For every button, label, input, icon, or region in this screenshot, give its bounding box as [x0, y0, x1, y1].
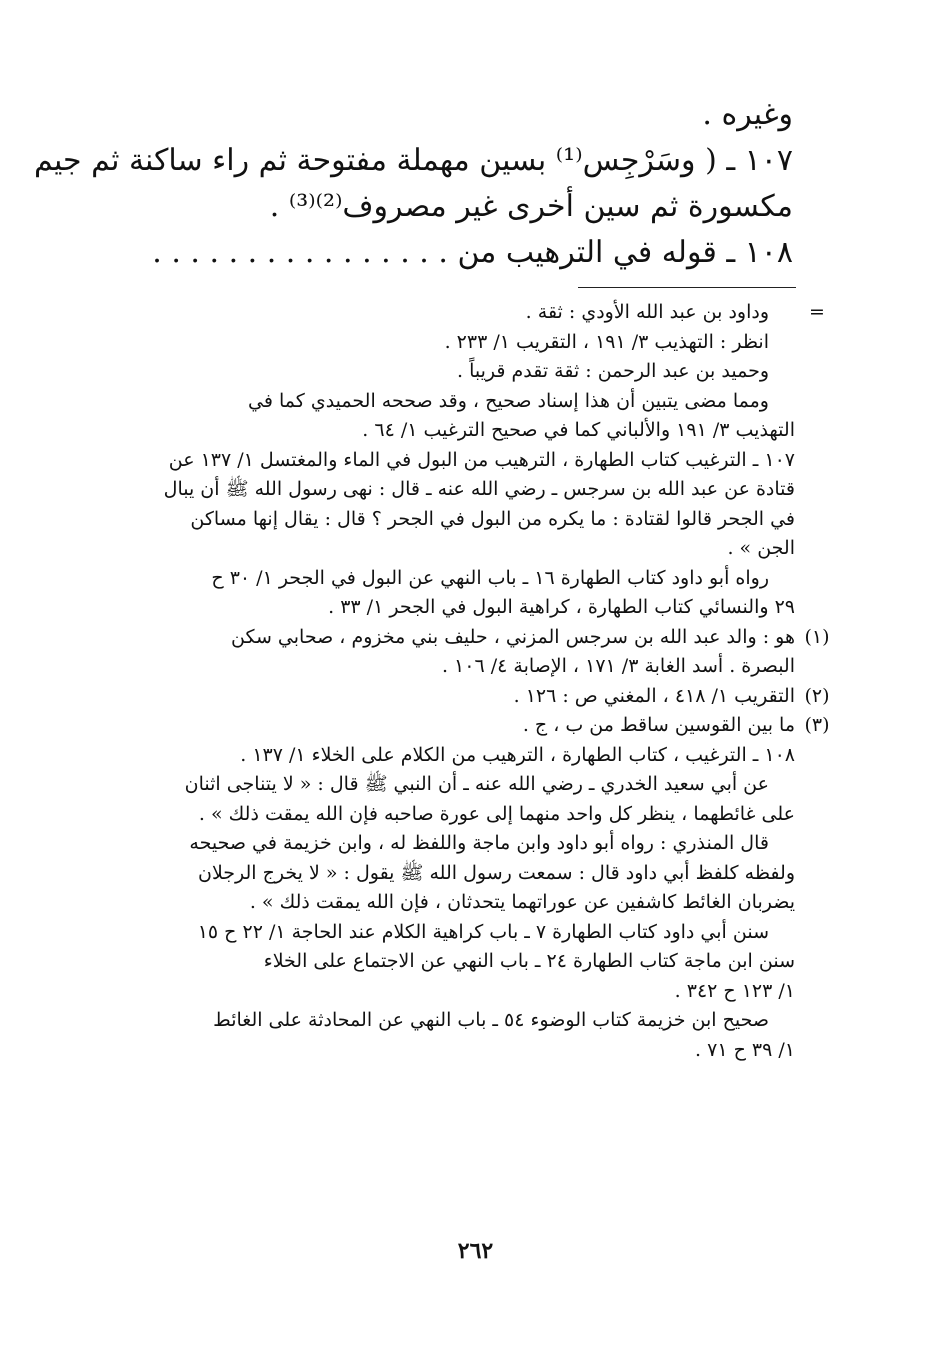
footnote-line: ١٠٧ ـ الترغيب كتاب الطهارة ، الترهيب من البول في الماء والمغتسل ١/ ١٣٧ عن: [168, 448, 795, 471]
footnote-line: وحميد بن عبد الرحمن : ثقة تقدم قريباً .: [456, 360, 769, 382]
footnote-line: قال المنذري : رواه أبو داود وابن ماجة واللفظ له ، وابن خزيمة في صحيحه: [189, 832, 769, 854]
footnote-text: هو : والد عبد الله بن سرجس المزني ، حليف بني مخزوم ، صحابي سكن: [231, 625, 795, 648]
footnote-line: سنن ابن ماجة كتاب الطهارة ٢٤ ـ باب النهي عن الاجتماع على الخلاء: [263, 950, 795, 972]
footnote-line: قتادة عن عبد الله بن سرجس ـ رضي الله عنه ـ قال : نهى رسول الله ﷺ أن يبال: [163, 478, 795, 500]
footnote-line: رواه أبو داود كتاب الطهارة ١٦ ـ باب النهي عن البول في الجحر ١/ ٣٠ ح: [211, 566, 769, 589]
main-line: ١٠٧ ـ ( وسَرْجِس⁽¹⁾ بسين مهملة مفتوحة ثم راء ساكنة ثم جيم: [34, 143, 793, 178]
footnote-line: ١٠٨ ـ الترغيب ، كتاب الطهارة ، الترهيب من الكلام على الخلاء ١/ ١٣٧ .: [240, 743, 795, 766]
footnote-marker-3: (٣): [804, 714, 830, 736]
footnote-line: عن أبي سعيد الخدري ـ رضي الله عنه ـ أن النبي ﷺ قال : « لا يتناجى اثنان: [184, 773, 769, 795]
footnote-line: الجن » .: [727, 537, 795, 559]
footnote-text: ما بين القوسين ساقط من ب ، ج .: [522, 714, 795, 736]
footnote-line: ولفظه كلفظ أبي داود قال : سمعت رسول الله ﷺ يقول : « لا يخرج الرجلان: [198, 861, 795, 884]
continuation-marker: =: [809, 301, 825, 323]
footnote-line: البصرة . أسد الغابة ٣/ ١٧١ ، الإصابة ٤/ ١٠٦ .: [441, 655, 795, 677]
footnote-line: [86, 623, 830, 653]
footnote-line: التهذيب ٣/ ١٩١ والألباني كما في صحيح الترغيب ١/ ٦٤ .: [362, 419, 795, 441]
footnote-line: سنن أبي داود كتاب الطهارة ٧ ـ باب كراهية الكلام عند الحاجة ١/ ٢٢ ح ١٥: [197, 920, 769, 943]
footnote-line: على غائطهما ، ينظر كل واحد منهما إلى عورة صاحبه فإن الله يمقت ذلك » .: [198, 802, 795, 825]
main-line-text: ١٠٨ ـ قوله في الترهيب من: [457, 235, 793, 270]
footnote-line: [86, 682, 830, 712]
page-number: ٢٦٢: [457, 1238, 494, 1264]
footnote-line: في الجحر قالوا لقتادة : ما يكره من البول في الجحر ؟ قال : يقال إنها مساكن: [190, 507, 795, 530]
footnotes: [86, 298, 830, 1065]
footnote-line: [86, 298, 825, 328]
footnote-separator: [578, 287, 796, 288]
footnote-line: ٢٩ والنسائي كتاب الطهارة ، كراهية البول في الجحر ١/ ٣٣ .: [328, 596, 795, 618]
footnote-text: وداود بن عبد الله الأودي : ثقة .: [525, 301, 769, 323]
ellipsis-dots: . . . . . . . . . . . . . . . .: [152, 235, 448, 270]
footnote-line: ١/ ١٢٣ ح ٣٤٢ .: [674, 979, 795, 1002]
footnote-marker-1: (١): [804, 625, 830, 648]
main-line: [86, 230, 793, 276]
footnote-line: انظر : التهذيب ٣/ ١٩١ ، التقريب ١/ ٢٣٣ .: [444, 330, 769, 353]
footnote-marker-2: (٢): [804, 684, 830, 707]
footnote-line: صحيح ابن خزيمة كتاب الوضوء ٥٤ ـ باب النهي عن المحادثة على الغائط: [213, 1009, 769, 1031]
footnote-line: ومما مضى يتبين أن هذا إسناد صحيح ، وقد صححه الحميدي كما في: [248, 389, 769, 412]
footnote-line: [86, 711, 830, 741]
footnote-line: ١/ ٣٩ ح ٧١ .: [695, 1038, 795, 1061]
footnote-line: يضربان الغائط كاشفين عن عوراتهما يتحدثان ، فإن الله يمقت ذلك » .: [249, 891, 795, 913]
footnote-text: التقريب ١/ ٤١٨ ، المغني ص : ١٢٦ .: [513, 684, 795, 707]
main-line: مكسورة ثم سين أخرى غير مصروف⁽²⁾⁽³⁾ .: [269, 189, 793, 224]
main-line: وغيره .: [702, 97, 793, 132]
main-text: [34, 92, 793, 276]
